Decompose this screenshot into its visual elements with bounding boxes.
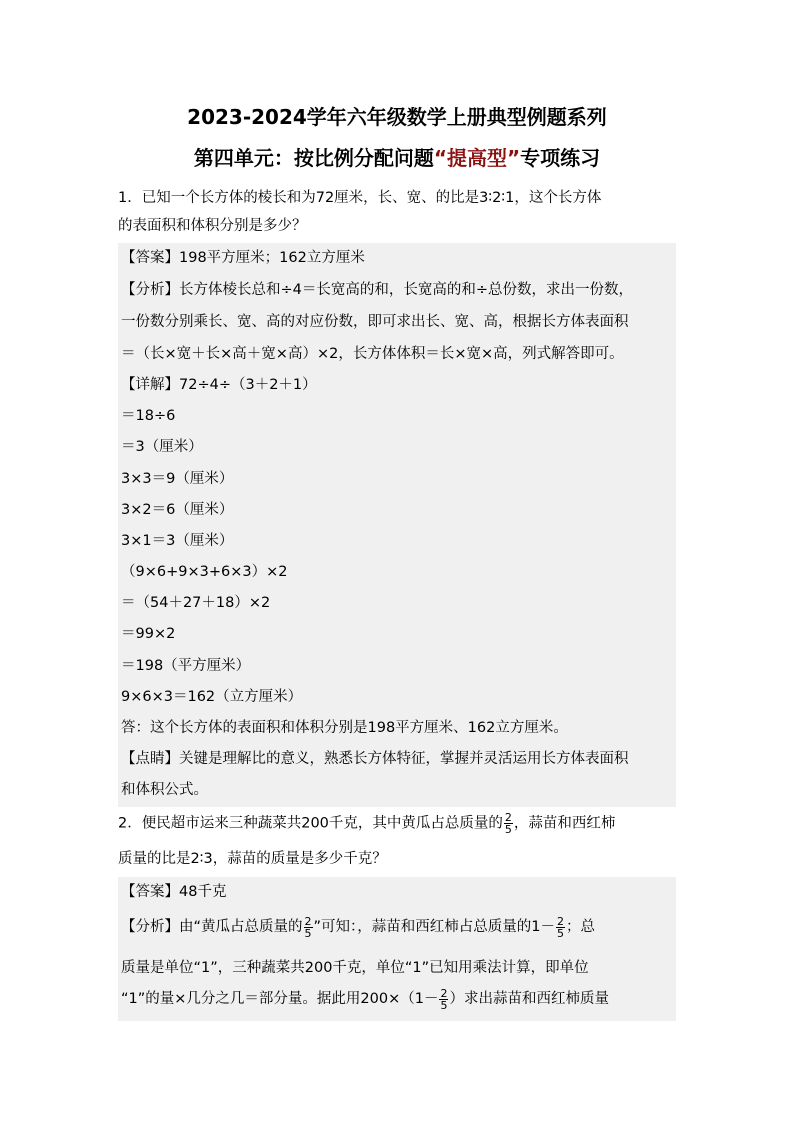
- solution-step: 【详解】72÷4÷（3＋2＋1）: [121, 377, 317, 393]
- analysis-text: ）求出蒜苗和西红柿质量: [449, 991, 609, 1007]
- solution-step: （9×6+9×3+6×3）×2: [121, 564, 288, 580]
- analysis-1-line-1: 【分析】长方体棱长总和÷4＝长宽高的和，长宽高的和÷总份数，求出一份数，: [121, 282, 634, 298]
- fraction-numerator: 2: [504, 811, 512, 824]
- fraction-two-fifths: [304, 916, 313, 939]
- fraction-denominator: 5: [557, 926, 565, 940]
- analysis-1-line-2: 一份数分别乘长、宽、高的对应份数，即可求出长、宽、高，根据长方体表面积: [121, 314, 629, 330]
- analysis-2-line-2: 质量是单位“1”，三种蔬菜共200千克，单位“1”已知用乘法计算，即单位: [121, 960, 589, 976]
- solution-step: 9×6×3＝162（立方厘米）: [121, 689, 303, 705]
- analysis-text: ；总: [566, 919, 596, 935]
- comment-1-line-1: 【点睛】关键是理解比的意义，熟悉长方体特征，掌握并灵活运用长方体表面积: [121, 751, 629, 767]
- solution-step: ＝18÷6: [121, 408, 176, 424]
- question-1: [118, 184, 676, 240]
- solution-block-1: [118, 243, 676, 807]
- question-1-line-2: 的表面积和体积分别是多少？: [118, 218, 307, 234]
- question-2: [118, 812, 676, 869]
- solution-block-2: [118, 877, 676, 1021]
- fraction-two-fifths: [556, 916, 565, 939]
- solution-step: ＝（54＋27＋18）×2: [121, 595, 271, 611]
- solution-step: 3×3＝9（厘米）: [121, 471, 234, 487]
- subtitle-suffix: 专项练习: [520, 146, 601, 170]
- fraction-numerator: 2: [557, 914, 565, 928]
- analysis-text: “1”的量×几分之几＝部分量。据此用200×（1－: [121, 991, 439, 1007]
- fraction-two-fifths: [439, 988, 448, 1011]
- analysis-text: 【分析】由“黄瓜占总质量的: [121, 919, 303, 935]
- analysis-1-line-3: ＝（长×宽＋长×高＋宽×高）×2，长方体体积＝长×宽×高，列式解答即可。: [121, 346, 624, 362]
- answer-statement-1: 答：这个长方体的表面积和体积分别是198平方厘米、162立方厘米。: [121, 720, 568, 736]
- question-2-line-2: 质量的比是2∶3，蒜苗的质量是多少千克？: [118, 851, 387, 867]
- solution-step: 3×2＝6（厘米）: [121, 502, 234, 518]
- fraction-two-fifths: [504, 812, 513, 835]
- question-1-line-1: 1．已知一个长方体的棱长和为72厘米，长、宽、的比是3∶2∶1，这个长方体: [118, 190, 602, 206]
- analysis-text: ”可知：，蒜苗和西红柿占总质量的1－: [313, 919, 556, 935]
- solution-step: ＝198（平方厘米）: [121, 658, 251, 674]
- fraction-numerator: 2: [304, 914, 312, 928]
- question-2-line-1: [118, 812, 676, 835]
- fraction-numerator: 2: [440, 986, 448, 1000]
- solution-step: 3×1＝3（厘米）: [121, 533, 234, 549]
- answer-2: 【答案】48千克: [121, 884, 227, 900]
- question-2-text: ，蒜苗和西红柿: [513, 815, 616, 832]
- solution-step: ＝99×2: [121, 626, 176, 642]
- page-title: 2023-2024学年六年级数学上册典型例题系列: [187, 105, 607, 129]
- fraction-denominator: 5: [504, 823, 512, 836]
- question-2-text: 2．便民超市运来三种蔬菜共200千克，其中黄瓜占总质量的: [118, 815, 503, 832]
- analysis-2-line-3: [121, 987, 673, 1011]
- subtitle-prefix: 第四单元：按比例分配问题: [193, 146, 434, 170]
- solution-step: ＝3（厘米）: [121, 439, 203, 455]
- answer-1: 【答案】198平方厘米；162立方厘米: [121, 250, 365, 266]
- fraction-denominator: 5: [304, 926, 312, 940]
- analysis-2-line-1: [121, 915, 673, 939]
- fraction-denominator: 5: [440, 998, 448, 1012]
- page-subtitle: [0, 143, 794, 173]
- comment-1-line-2: 和体积公式。: [121, 782, 208, 798]
- subtitle-highlight: “提高型”: [433, 146, 521, 170]
